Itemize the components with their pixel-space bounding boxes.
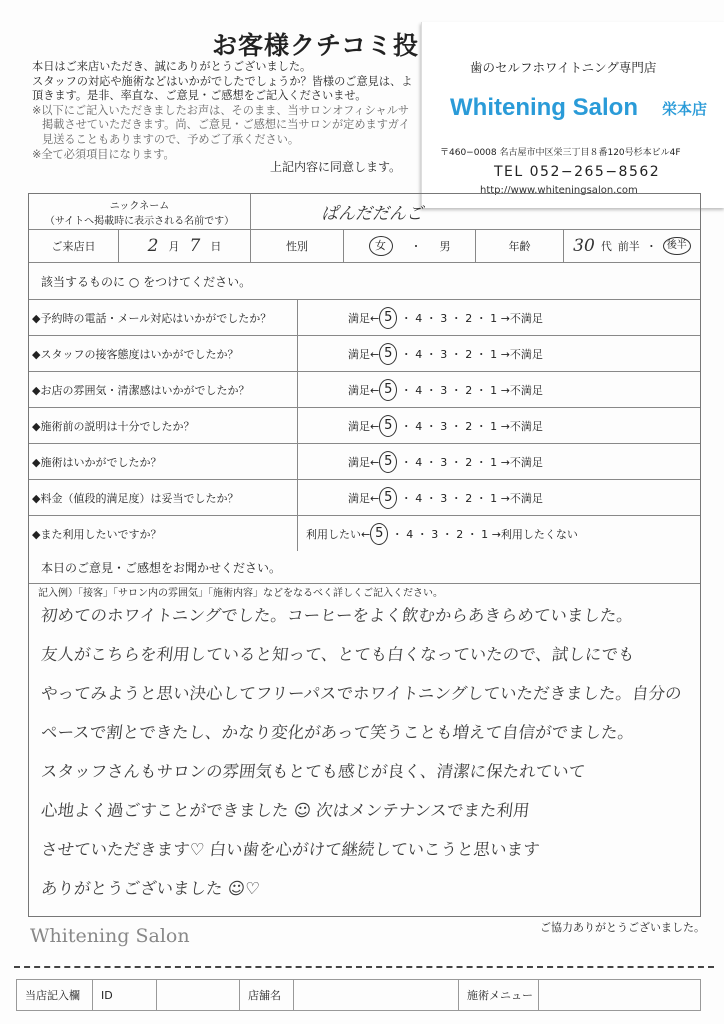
scale-left-label: 満足← [348,311,380,325]
question-text: ◆料金（値段的満足度）は妥当でしたか？ [29,480,298,515]
rating-options[interactable]: ・ 4 ・ 3 ・ 2 ・ 1 [397,383,501,397]
staff-label: 当店記入欄 [17,980,93,1010]
id-label: ID [93,980,157,1010]
question-row [29,516,700,551]
id-field[interactable] [157,980,240,1010]
nickname-row [29,194,700,230]
scale-left-label: 満足← [348,491,380,505]
rating-selected-5[interactable]: 5 [379,343,397,365]
rating-selected-5[interactable]: 5 [379,307,397,329]
comment-line: ありがとうございました ☺♡ [40,879,261,898]
thanks-text: ご協力ありがとうございました。 [540,921,705,934]
rating-options[interactable]: ・ 4 ・ 3 ・ 2 ・ 1 [397,311,501,325]
note-line: ※以下にご記入いただきましたお声は、そのまま、当サロンオフィシャルサ [32,103,410,117]
intro-line: 本日はご来店いただき、誠にありがとうございました。 [32,60,312,73]
note-line: 見送ることもありますので、予めご了承ください。 [42,132,300,146]
store-label: 店舗名 [240,980,294,1010]
note-line: ※全て必須項目になります。 [32,147,175,161]
question-text: ◆お店の雰囲気・清潔感はいかがでしたか？ [29,372,298,407]
rating-scale[interactable] [298,336,700,371]
question-text: ◆施術前の説明は十分でしたか？ [29,408,298,443]
scale-left-label: 満足← [348,383,380,397]
day-unit: 日 [210,240,222,253]
intro-line: 頂きます。是非、率直な、ご意見・ご感想をご記入くださいませ。 [32,89,367,103]
comments-label-row [29,551,700,584]
note-line: 掲載させていただきます。尚、ご意見・ご感想に当サロンが定めますガイ [42,118,410,132]
scale-right-label: →不満足 [500,347,543,361]
card-branch: 栄本店 [662,100,708,118]
card-logo: Whitening Salon [450,94,638,121]
rating-selected-5[interactable]: 5 [379,487,397,509]
nickname-value[interactable]: ぱんだだんご [321,204,423,224]
form-title: お客様クチコミ投 [212,31,420,60]
gender-male[interactable]: 男 [439,240,451,253]
staff-use-table [16,979,701,1011]
month-unit: 月 [168,240,180,253]
comment-line: スタッフさんもサロンの雰囲気もとても感じが良く、清潔に保たれていて [40,762,587,781]
question-row [29,336,700,372]
question-row [29,444,700,480]
gender-female-circled[interactable]: 女 [369,236,393,256]
question-text: ◆また利用したいですか？ [29,516,298,551]
comment-line: 心地よく過ごすことができました ☺ 次はメンテナンスでまた利用 [40,801,531,820]
rating-scale[interactable] [298,516,700,551]
visit-month: 2 [147,236,159,256]
rating-options[interactable]: ・ 4 ・ 3 ・ 2 ・ 1 [397,455,501,469]
review-form-table [28,193,701,917]
visit-label: ご来店日 [29,230,119,262]
rating-selected-5[interactable]: 5 [379,415,397,437]
scale-left-label: 満足← [348,419,380,433]
rating-scale[interactable] [298,480,700,515]
comment-line: やってみようと思い決心してフリーパスでホワイトニングしていただきました。自分の [40,684,683,703]
age-unit: 代 [600,240,612,253]
intro-text [32,60,412,162]
rating-selected-5[interactable]: 5 [379,379,397,401]
visit-date[interactable] [119,230,251,262]
question-text: ◆スタッフの接客態度はいかがでしたか？ [29,336,298,371]
rating-selected-5[interactable]: 5 [370,523,388,545]
rating-scale[interactable] [298,300,700,335]
age-value: 30 [573,236,595,256]
card-url[interactable]: http://www.whiteningsalon.com [480,185,638,196]
scale-right-label: →不満足 [500,311,543,325]
visit-row [29,230,700,263]
card-tel: TEL 052−265−8562 [494,164,661,180]
business-card [421,22,724,208]
separator: ・ [410,240,422,253]
comment-line: 初めてのホワイトニングでした。コーヒーをよく飲むからあきらめていました。 [40,606,634,625]
comment-line: 友人がこちらを利用していると知って、とても白くなっていたので、試しにでも [40,645,636,664]
scale-left-label: 満足← [348,347,380,361]
nickname-sub-text: （サイトへ掲載時に表示される名前です） [44,215,235,227]
age-late-circled[interactable]: 後半 [663,237,691,255]
scale-left-label: 利用したい← [306,527,371,541]
comments-label: 本日のご意見・ご感想をお聞かせください。 [41,560,282,575]
scale-right-label: →利用したくない [491,527,578,541]
age-options[interactable] [564,230,700,262]
rating-options[interactable]: ・ 4 ・ 3 ・ 2 ・ 1 [397,347,501,361]
scale-right-label: →不満足 [500,419,543,433]
nickname-label [29,194,251,229]
instruction-text: 該当するものに ○ をつけてください。 [41,274,252,289]
scale-right-label: →不満足 [500,455,543,469]
age-label: 年齢 [476,230,564,262]
rating-options[interactable]: ・ 4 ・ 3 ・ 2 ・ 1 [388,527,492,541]
rating-scale[interactable] [298,408,700,443]
rating-options[interactable]: ・ 4 ・ 3 ・ 2 ・ 1 [397,419,501,433]
gender-options[interactable] [344,230,476,262]
question-row [29,300,700,336]
comments-box[interactable] [29,584,700,916]
rating-options[interactable]: ・ 4 ・ 3 ・ 2 ・ 1 [397,491,501,505]
rating-scale[interactable] [298,444,700,479]
cut-line [14,966,714,968]
age-early[interactable]: 前半 [617,240,640,253]
menu-label: 施術メニュー [459,980,539,1010]
scale-left-label: 満足← [348,455,380,469]
intro-line: スタッフの対応や施術などはいかがでしたでしょうか？皆様のご意見は、よ [32,74,413,88]
card-address: 〒460−0008 名古屋市中区栄三丁目８番120号杉本ビル4F [440,148,681,158]
visit-day: 7 [189,236,201,256]
question-row [29,408,700,444]
example-text: 記入例）「接客」「サロン内の雰囲気」「施術内容」などをなるべく詳しくご記入ください。 [38,588,443,599]
store-field[interactable] [294,980,459,1010]
rating-scale[interactable] [298,372,700,407]
nickname-label-text: ニックネーム [109,200,170,212]
card-tagline: 歯のセルフホワイトニング専門店 [470,60,657,75]
comment-line: ペースで割とできたし、かなり変化があって笑うことも増えて自信がでました。 [40,723,636,742]
comment-line: させていただきます♡ 白い歯を心がけて継続していこうと思います [40,840,541,859]
agree-text: 上記内容に同意します。 [270,160,402,174]
instruction-row [29,263,700,300]
rating-selected-5[interactable]: 5 [379,451,397,473]
scale-right-label: →不満足 [500,383,543,397]
menu-field[interactable] [539,980,700,1010]
footer-logo: Whitening Salon [30,925,190,947]
gender-label: 性別 [251,230,344,262]
question-text: ◆予約時の電話・メール対応はいかがでしたか？ [29,300,298,335]
scale-right-label: →不満足 [500,491,543,505]
separator: ・ [645,240,657,253]
question-row [29,480,700,516]
question-row [29,372,700,408]
question-text: ◆施術はいかがでしたか？ [29,444,298,479]
